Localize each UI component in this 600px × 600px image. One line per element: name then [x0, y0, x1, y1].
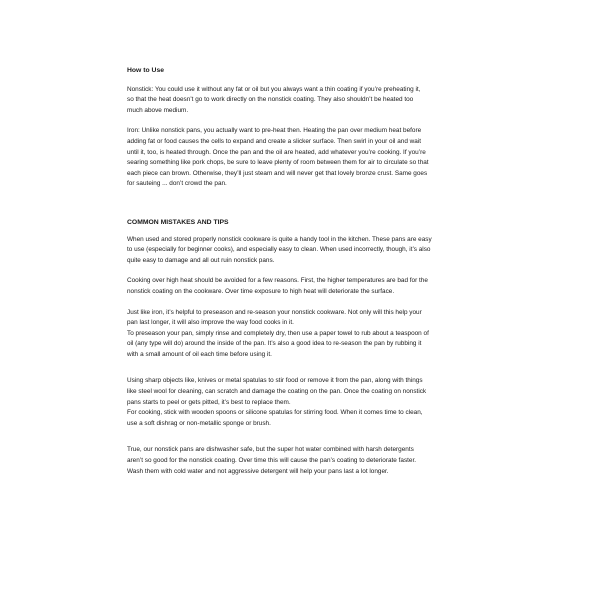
preseason-paragraph	[127, 308, 499, 361]
common-mistakes-heading: COMMON MISTAKES AND TIPS	[127, 218, 229, 226]
how-to-use-heading: How to Use	[127, 67, 165, 74]
text-line: quite easy to damage and all out ruin nonstick pans.	[127, 256, 275, 264]
text-line: for sauteing ... don’t crowd the pan.	[127, 180, 227, 188]
text-line: with a small amount of oil each time before using it.	[127, 350, 272, 358]
text-line: use a soft dishrag or non-metallic sponge or brush.	[127, 419, 271, 427]
document-page	[127, 66, 499, 487]
dishwasher-paragraph	[127, 445, 499, 477]
text-line: Nonstick: You could use it without any fat or oil but you always want a thin coating if you’re preheating it,	[127, 85, 421, 93]
text-line: When used and stored properly nonstick cookware is quite a handy tool in the kitchen. These pans are easy	[127, 235, 432, 243]
text-line: much above medium.	[127, 106, 189, 114]
text-line: Cooking over high heat should be avoided for a few reasons. First, the higher temperatures are bad for the	[127, 277, 428, 285]
text-line: pans starts to peel or gets pitted, it’s best to replace them.	[127, 398, 291, 406]
text-line: adding fat or food causes the cells to expand and create a slicker surface. Then swirl in your oil and wait	[127, 137, 422, 145]
text-line: Iron: Unlike nonstick pans, you actually want to pre-heat then. Heating the pan over medium heat before	[127, 127, 422, 135]
section-gap	[127, 200, 499, 218]
intro-paragraph	[127, 235, 499, 267]
text-line: For cooking, stick with wooden spoons or silicone spatulas for stirring food. When it comes time to clean,	[127, 409, 423, 417]
text-line: oil (any type will do) around the inside of the pan. It’s also a good idea to re-season the pan by rubbing it	[127, 340, 422, 348]
text-line: nonstick coating on the cookware. Over time exposure to high heat will deteriorate the surface.	[127, 287, 395, 295]
sharp-objects-paragraph	[127, 376, 499, 429]
text-line: aren’t so good for the nonstick coating. Over time this will cause the pan’s coating to deteriorate faster.	[127, 457, 417, 465]
text-line: pan last longer, it will also improve the way food cooks in it.	[127, 319, 294, 327]
text-line: Just like iron, it’s helpful to preseason and re-season your nonstick cookware. Not only will this help your	[127, 308, 422, 316]
text-line: until it, too, is heated through. Once the pan and the oil are heated, add whatever you’re cooking. If you’re	[127, 148, 426, 156]
text-line: each piece can brown. Otherwise, they’ll just steam and will never get that lovely bronze crust. Same goes	[127, 169, 428, 177]
text-line: Using sharp objects like, knives or metal spatulas to stir food or remove it from the pan, along with things	[127, 377, 423, 385]
text-line: like steel wool for cleaning, can scratch and damage the coating on the pan. Once the coating on nonstick	[127, 388, 427, 396]
text-line: True, our nonstick pans are dishwasher safe, but the super hot water combined with harsh detergents	[127, 446, 414, 454]
text-line: Wash them with cold water and not aggressive detergent will help your pans last a lot longer.	[127, 467, 389, 475]
high-heat-paragraph	[127, 276, 499, 297]
text-line: so that the heat doesn’t go to work directly on the nonstick coating. They also shouldn’t be heated too	[127, 96, 414, 104]
nonstick-paragraph	[127, 85, 499, 117]
iron-paragraph	[127, 126, 499, 190]
text-line: To preseason your pan, simply rinse and completely dry, then use a paper towel to rub about a teaspoon of	[127, 329, 429, 337]
text-line: to use (especially for beginner cooks), and especially easy to clean. When used incorrectly, though, it’s also	[127, 246, 431, 254]
text-line: searing something like pork chops, be sure to leave plenty of room between them for air to circulate so that	[127, 159, 429, 167]
